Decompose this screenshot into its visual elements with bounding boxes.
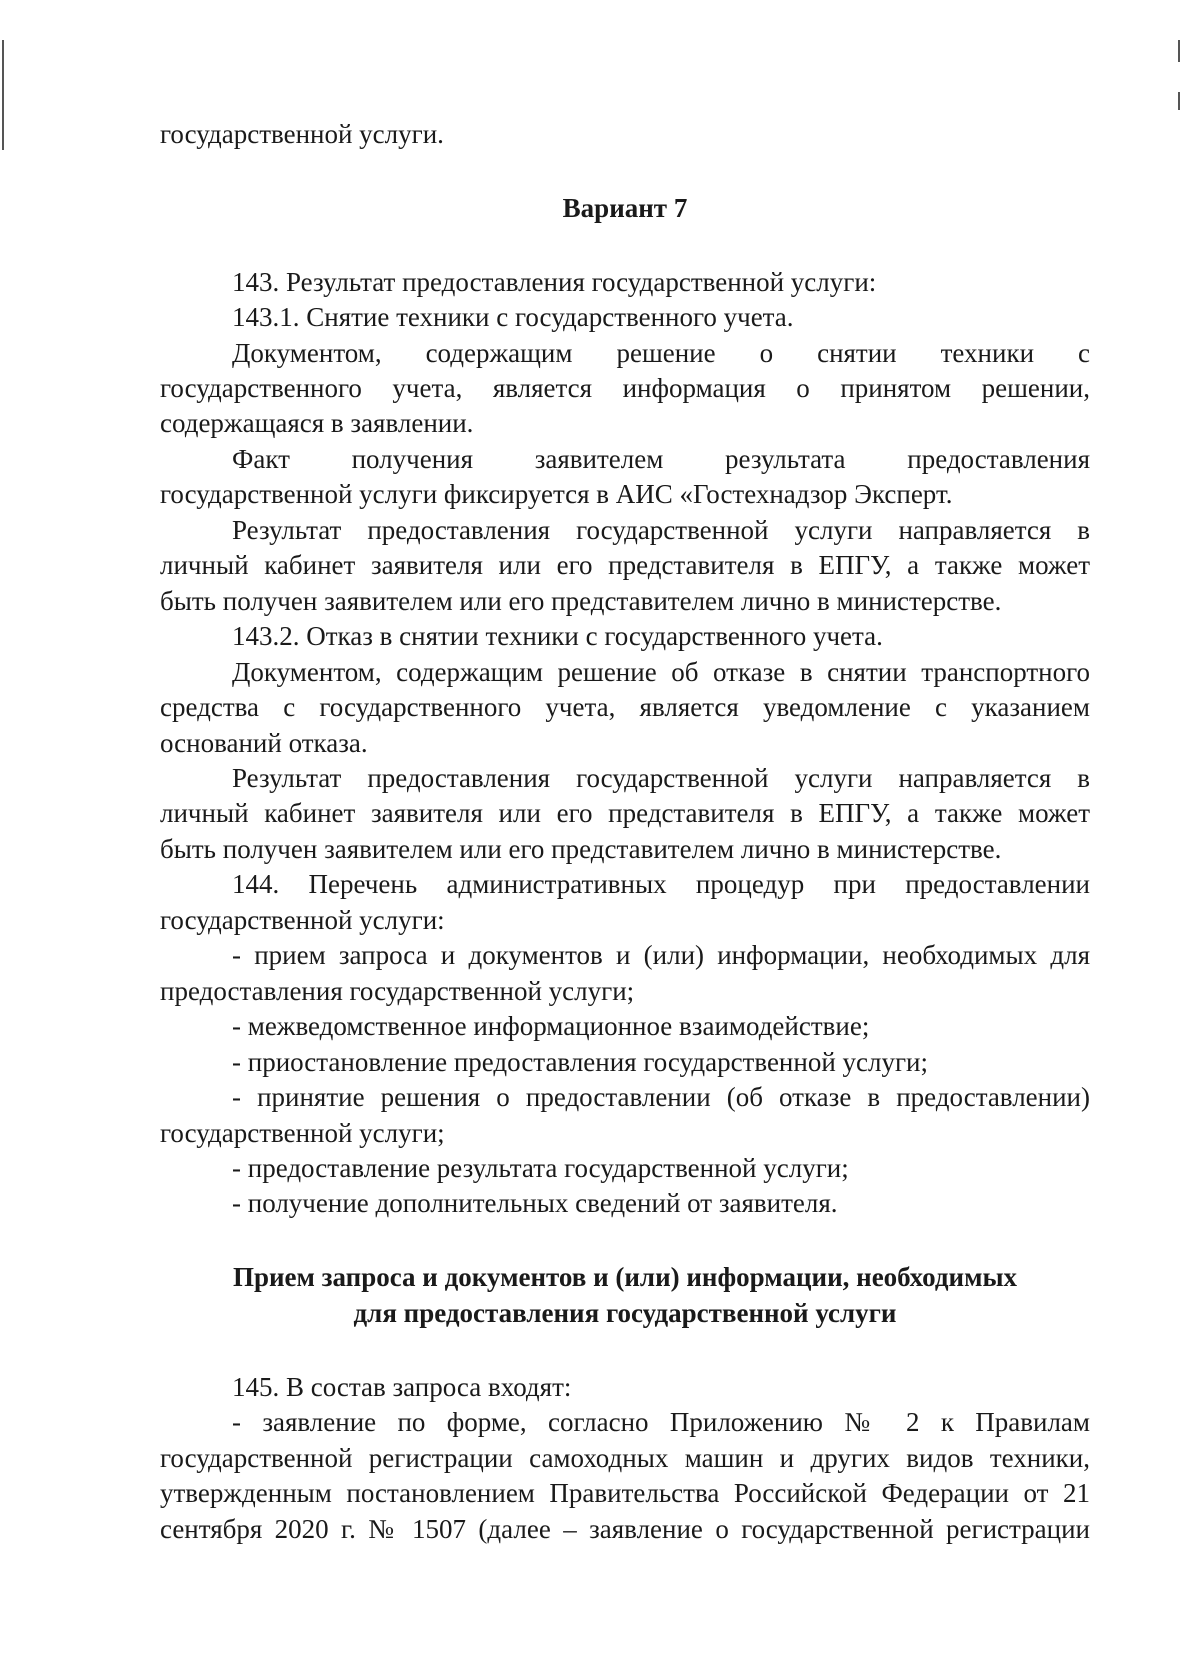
list-item: - приостановление предоставления государственной услуги; <box>232 1047 929 1077</box>
paragraph-line: государственной регистрации самоходных машин и других видов техники, <box>160 1443 1090 1473</box>
paragraph-line: Документом, содержащим решение о снятии техники с <box>232 338 1090 368</box>
list-item: - предоставление результата государственной услуги; <box>232 1153 849 1183</box>
paragraph-line: Результат предоставления государственной услуги направляется в <box>232 515 1090 545</box>
paragraph-line: 145. В состав запроса входят: <box>232 1372 572 1402</box>
list-item: - межведомственное информационное взаимодействие; <box>232 1011 870 1041</box>
paragraph-line: Результат предоставления государственной услуги направляется в <box>232 763 1090 793</box>
paragraph-line: Документом, содержащим решение об отказе в снятии транспортного <box>232 657 1090 687</box>
scan-edge-mark <box>1178 40 1180 62</box>
variant-heading: Вариант 7 <box>562 193 688 223</box>
paragraph-line: сентября 2020 г. № 1507 (далее – заявление о государственной регистрации <box>160 1514 1090 1544</box>
paragraph-line: 143.2. Отказ в снятии техники с государственного учета. <box>232 621 883 651</box>
paragraph-line: Факт получения заявителем результата предоставления <box>232 444 1090 474</box>
scan-edge-mark <box>2 40 4 150</box>
paragraph-line: государственной услуги фиксируется в АИС «Гостехнадзор Эксперт. <box>160 479 953 509</box>
paragraph-line: быть получен заявителем или его представителем лично в министерстве. <box>160 834 1002 864</box>
list-item-continuation: государственной услуги; <box>160 1118 445 1148</box>
list-item: - прием запроса и документов и (или) информации, необходимых для <box>232 940 1090 970</box>
continuation-text: государственной услуги. <box>160 119 444 149</box>
paragraph-line: быть получен заявителем или его представителем лично в министерстве. <box>160 586 1002 616</box>
section-heading-line: Прием запроса и документов и (или) информации, необходимых <box>232 1262 1018 1292</box>
list-item: - заявление по форме, согласно Приложению № 2 к Правилам <box>232 1407 1090 1437</box>
list-item: - принятие решения о предоставлении (об отказе в предоставлении) <box>232 1082 1090 1112</box>
section-heading-line: для предоставления государственной услуги <box>353 1298 897 1328</box>
list-item: - получение дополнительных сведений от заявителя. <box>232 1188 838 1218</box>
paragraph-line: 143.1. Снятие техники с государственного учета. <box>232 302 794 332</box>
scan-edge-mark <box>1178 92 1180 110</box>
paragraph-line: утвержденным постановлением Правительства Российской Федерации от 21 <box>160 1478 1090 1508</box>
paragraph-line: оснований отказа. <box>160 728 368 758</box>
paragraph-line: средства с государственного учета, является уведомление с указанием <box>160 692 1090 722</box>
paragraph-line: государственной услуги: <box>160 905 445 935</box>
paragraph-line: 143. Результат предоставления государственной услуги: <box>232 267 877 297</box>
paragraph-line: 144. Перечень административных процедур при предоставлении <box>232 869 1090 899</box>
paragraph-line: личный кабинет заявителя или его представителя в ЕПГУ, а также может <box>160 798 1090 828</box>
paragraph-line: личный кабинет заявителя или его представителя в ЕПГУ, а также может <box>160 550 1090 580</box>
paragraph-line: содержащаяся в заявлении. <box>160 408 474 438</box>
paragraph-line: государственного учета, является информация о принятом решении, <box>160 373 1090 403</box>
list-item-continuation: предоставления государственной услуги; <box>160 976 635 1006</box>
